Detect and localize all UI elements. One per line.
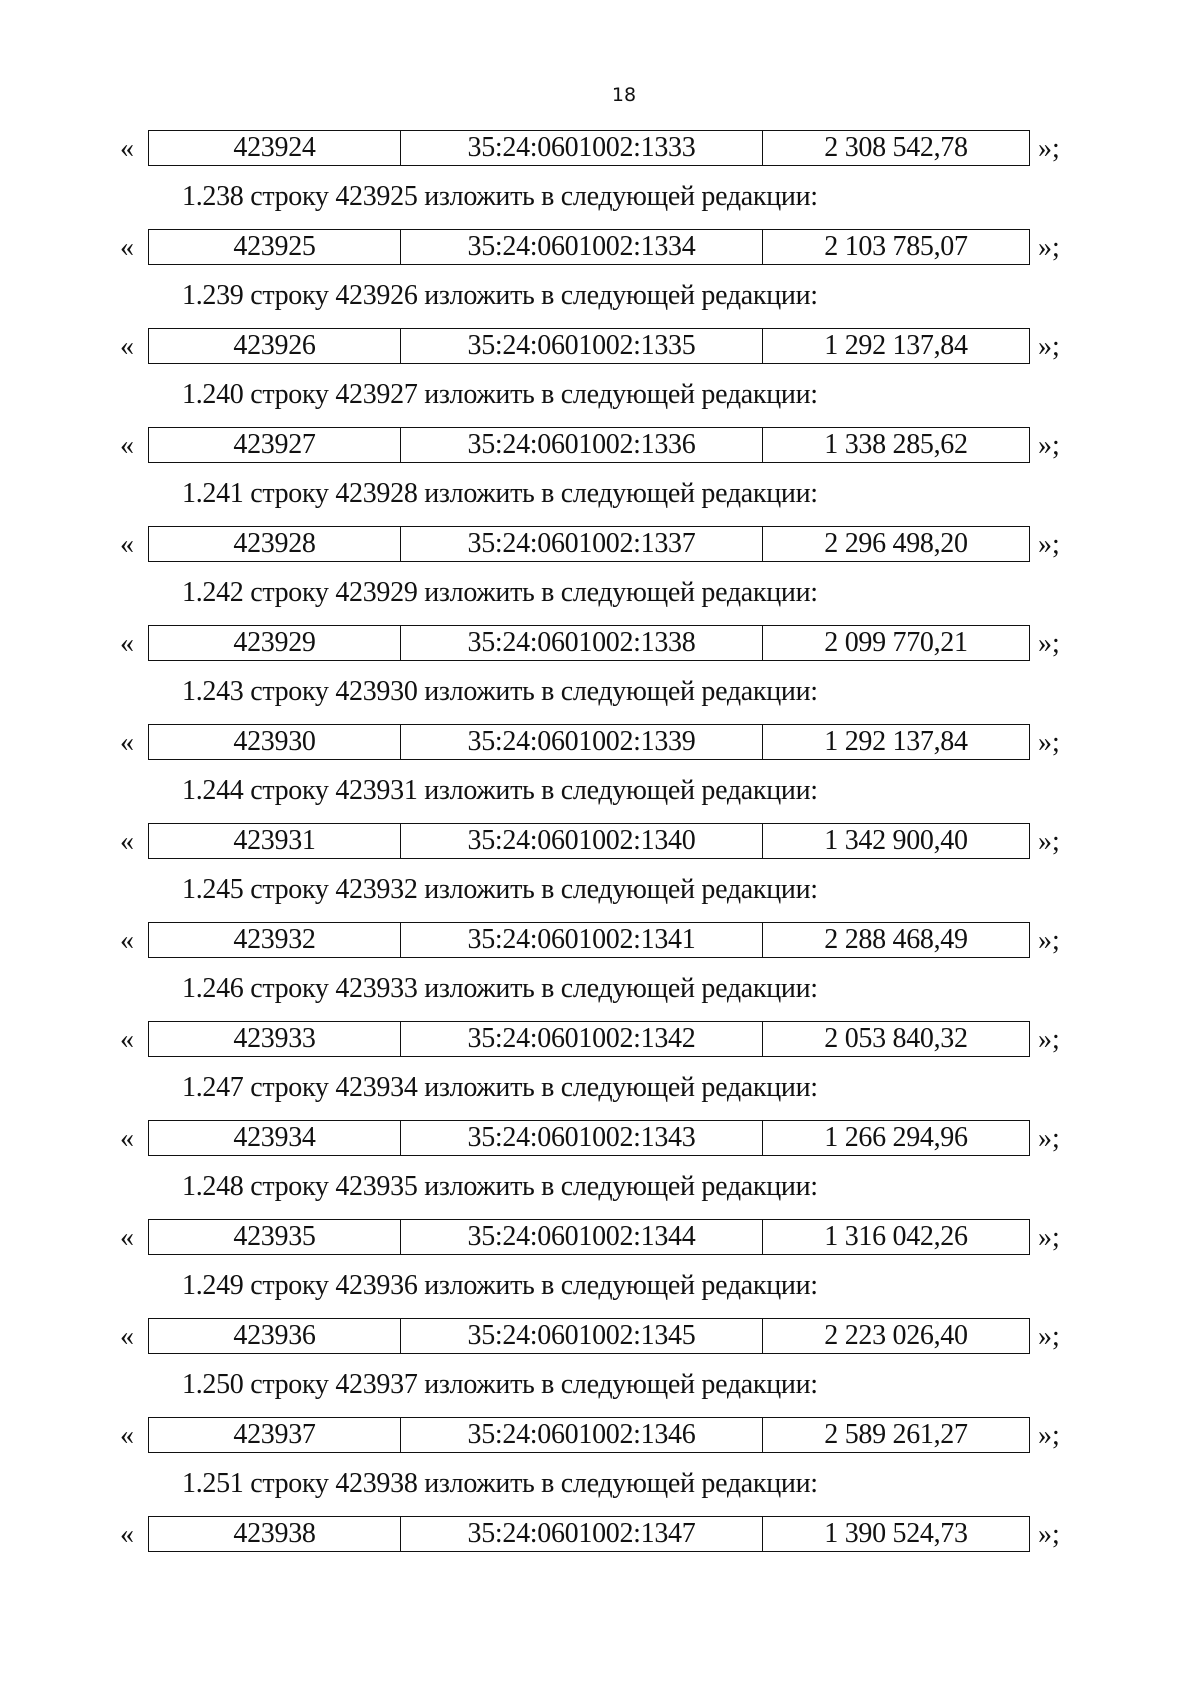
row-code-cell: 423932 — [149, 923, 401, 957]
row-code-cell: 423929 — [149, 626, 401, 660]
row-table — [148, 922, 1030, 958]
closing-quote: »; — [1038, 628, 1060, 659]
cadastral-number-cell: 35:24:0601002:1344 — [401, 1220, 763, 1254]
row-code-cell: 423927 — [149, 428, 401, 462]
amendment-entry — [0, 130, 1200, 229]
amendment-instruction: 1.251 строку 423938 изложить в следующей редакции: — [182, 1468, 818, 1499]
amendment-instruction: 1.250 строку 423937 изложить в следующей редакции: — [182, 1369, 818, 1400]
closing-quote: »; — [1038, 1420, 1060, 1451]
row-table — [148, 1516, 1030, 1552]
row-code-cell: 423938 — [149, 1517, 401, 1551]
opening-quote: « — [120, 628, 134, 659]
row-code-cell: 423930 — [149, 725, 401, 759]
cadastral-value-cell: 2 589 261,27 — [824, 1419, 968, 1450]
row-table — [148, 1318, 1030, 1354]
row-table — [148, 625, 1030, 661]
closing-quote: »; — [1038, 1024, 1060, 1055]
amendment-entry — [0, 379, 1200, 526]
cadastral-value-cell: 2 296 498,20 — [824, 528, 968, 559]
cadastral-number-cell: 35:24:0601002:1334 — [401, 230, 763, 264]
cadastral-value-cell: 1 316 042,26 — [824, 1221, 968, 1252]
cadastral-number-cell: 35:24:0601002:1336 — [401, 428, 763, 462]
row-table — [148, 1417, 1030, 1453]
row-table — [148, 526, 1030, 562]
opening-quote: « — [120, 331, 134, 362]
closing-quote: »; — [1038, 1519, 1060, 1550]
amendment-entry — [0, 1171, 1200, 1318]
closing-quote: »; — [1038, 232, 1060, 263]
cadastral-value-cell: 1 266 294,96 — [824, 1122, 968, 1153]
row-code-cell: 423936 — [149, 1319, 401, 1353]
closing-quote: »; — [1038, 331, 1060, 362]
amendment-entry — [0, 577, 1200, 724]
opening-quote: « — [120, 925, 134, 956]
amendment-instruction: 1.249 строку 423936 изложить в следующей редакции: — [182, 1270, 818, 1301]
cadastral-number-cell: 35:24:0601002:1342 — [401, 1022, 763, 1056]
amendment-instruction: 1.247 строку 423934 изложить в следующей редакции: — [182, 1072, 818, 1103]
cadastral-value-cell: 2 099 770,21 — [824, 627, 968, 658]
opening-quote: « — [120, 1321, 134, 1352]
row-table — [148, 1120, 1030, 1156]
amendment-entry — [0, 1369, 1200, 1516]
row-table — [148, 724, 1030, 760]
closing-quote: »; — [1038, 1321, 1060, 1352]
closing-quote: »; — [1038, 1123, 1060, 1154]
opening-quote: « — [120, 1519, 134, 1550]
amendment-entry — [0, 775, 1200, 922]
opening-quote: « — [120, 826, 134, 857]
row-table — [148, 328, 1030, 364]
amendment-instruction: 1.240 строку 423927 изложить в следующей редакции: — [182, 379, 818, 410]
cadastral-number-cell: 35:24:0601002:1345 — [401, 1319, 763, 1353]
cadastral-value-cell: 1 292 137,84 — [824, 726, 968, 757]
opening-quote: « — [120, 529, 134, 560]
row-code-cell: 423935 — [149, 1220, 401, 1254]
amendment-entry — [0, 1468, 1200, 1615]
cadastral-value-cell: 1 292 137,84 — [824, 330, 968, 361]
closing-quote: »; — [1038, 1222, 1060, 1253]
amendment-entry — [0, 874, 1200, 1021]
cadastral-number-cell: 35:24:0601002:1346 — [401, 1418, 763, 1452]
opening-quote: « — [120, 430, 134, 461]
row-code-cell: 423926 — [149, 329, 401, 363]
cadastral-number-cell: 35:24:0601002:1347 — [401, 1517, 763, 1551]
row-table — [148, 229, 1030, 265]
cadastral-value-cell: 2 308 542,78 — [824, 132, 968, 163]
closing-quote: »; — [1038, 430, 1060, 461]
closing-quote: »; — [1038, 529, 1060, 560]
opening-quote: « — [120, 232, 134, 263]
amendment-entry — [0, 478, 1200, 625]
cadastral-value-cell: 2 288 468,49 — [824, 924, 968, 955]
cadastral-number-cell: 35:24:0601002:1341 — [401, 923, 763, 957]
cadastral-value-cell: 1 342 900,40 — [824, 825, 968, 856]
amendment-entry — [0, 676, 1200, 823]
closing-quote: »; — [1038, 925, 1060, 956]
amendment-instruction: 1.242 строку 423929 изложить в следующей редакции: — [182, 577, 818, 608]
closing-quote: »; — [1038, 826, 1060, 857]
cadastral-number-cell: 35:24:0601002:1340 — [401, 824, 763, 858]
row-code-cell: 423924 — [149, 131, 401, 165]
cadastral-value-cell: 2 223 026,40 — [824, 1320, 968, 1351]
row-table — [148, 823, 1030, 859]
amendment-instruction: 1.245 строку 423932 изложить в следующей редакции: — [182, 874, 818, 905]
amendment-entry — [0, 973, 1200, 1120]
cadastral-number-cell: 35:24:0601002:1343 — [401, 1121, 763, 1155]
amendment-instruction: 1.239 строку 423926 изложить в следующей редакции: — [182, 280, 818, 311]
row-code-cell: 423937 — [149, 1418, 401, 1452]
amendment-list — [0, 130, 1200, 1615]
amendment-entry — [0, 280, 1200, 427]
opening-quote: « — [120, 1024, 134, 1055]
amendment-instruction: 1.243 строку 423930 изложить в следующей редакции: — [182, 676, 818, 707]
closing-quote: »; — [1038, 133, 1060, 164]
cadastral-value-cell: 2 053 840,32 — [824, 1023, 968, 1054]
opening-quote: « — [120, 727, 134, 758]
row-code-cell: 423933 — [149, 1022, 401, 1056]
row-code-cell: 423925 — [149, 230, 401, 264]
amendment-entry — [0, 1270, 1200, 1417]
closing-quote: »; — [1038, 727, 1060, 758]
page-number: 18 — [611, 84, 637, 106]
opening-quote: « — [120, 1222, 134, 1253]
amendment-entry — [0, 181, 1200, 328]
amendment-instruction: 1.248 строку 423935 изложить в следующей редакции: — [182, 1171, 818, 1202]
row-table — [148, 130, 1030, 166]
cadastral-number-cell: 35:24:0601002:1338 — [401, 626, 763, 660]
cadastral-number-cell: 35:24:0601002:1335 — [401, 329, 763, 363]
cadastral-value-cell: 2 103 785,07 — [824, 231, 968, 262]
opening-quote: « — [120, 1420, 134, 1451]
row-table — [148, 427, 1030, 463]
cadastral-number-cell: 35:24:0601002:1339 — [401, 725, 763, 759]
opening-quote: « — [120, 1123, 134, 1154]
amendment-entry — [0, 1072, 1200, 1219]
cadastral-number-cell: 35:24:0601002:1337 — [401, 527, 763, 561]
opening-quote: « — [120, 133, 134, 164]
amendment-instruction: 1.238 строку 423925 изложить в следующей редакции: — [182, 181, 818, 212]
row-table — [148, 1219, 1030, 1255]
row-table — [148, 1021, 1030, 1057]
row-code-cell: 423928 — [149, 527, 401, 561]
cadastral-number-cell: 35:24:0601002:1333 — [401, 131, 763, 165]
row-code-cell: 423934 — [149, 1121, 401, 1155]
amendment-instruction: 1.246 строку 423933 изложить в следующей редакции: — [182, 973, 818, 1004]
cadastral-value-cell: 1 390 524,73 — [824, 1518, 968, 1549]
amendment-instruction: 1.244 строку 423931 изложить в следующей редакции: — [182, 775, 818, 806]
cadastral-value-cell: 1 338 285,62 — [824, 429, 968, 460]
amendment-instruction: 1.241 строку 423928 изложить в следующей редакции: — [182, 478, 818, 509]
row-code-cell: 423931 — [149, 824, 401, 858]
